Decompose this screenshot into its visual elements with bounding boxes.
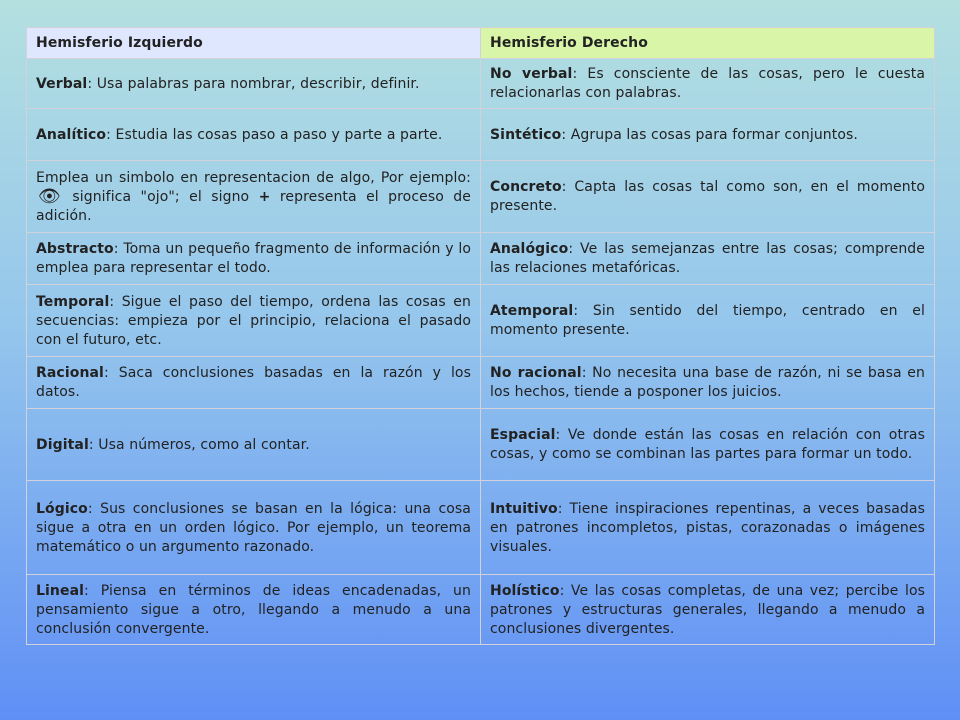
term-description: : Saca conclusiones basadas en la razón y los datos.	[36, 365, 471, 400]
term-label: Atemporal	[490, 303, 574, 319]
term-label: Intuitivo	[490, 500, 558, 517]
term-description: : Tiene inspiraciones repentinas, a veces basadas en patrones incompletos, pistas, corazonadas o imágenes visuales.	[490, 500, 925, 555]
term-description: : Sin sentido del tiempo, centrado en el momento presente.	[490, 303, 925, 338]
table-row	[27, 409, 935, 481]
term-label: Temporal	[36, 293, 110, 310]
term-description: : Ve las semejanzas entre las cosas; comprende las relaciones metafóricas.	[490, 241, 925, 276]
term-label: Analógico	[490, 241, 569, 257]
term-description: : Es consciente de las cosas, pero le cuesta relacionarlas con palabras.	[490, 66, 925, 101]
cell-left	[27, 575, 481, 645]
term-description: : Usa números, como al contar.	[88, 436, 310, 453]
term-label: Racional	[36, 365, 104, 381]
table-row	[27, 59, 935, 109]
cell-right	[481, 409, 935, 481]
cell-left	[27, 109, 481, 161]
eye-icon: 👁	[38, 185, 61, 207]
symbol-text-pre: Emplea un simbolo en representacion de algo, Por ejemplo:	[36, 169, 471, 186]
term-description: : Ve donde están las cosas en relación con otras cosas, y como se combinan las partes para formar un todo.	[490, 427, 925, 462]
term-label: Lineal	[36, 582, 85, 599]
cell-right	[481, 481, 935, 575]
table-row	[27, 161, 935, 233]
hemispheres-table	[26, 27, 935, 645]
term-label: Verbal	[36, 75, 88, 92]
symbol-text-mid: significa "ojo"; el signo	[62, 188, 259, 205]
term-description: : Agrupa las cosas para formar conjuntos.	[561, 126, 858, 143]
term-label: Espacial	[490, 427, 556, 443]
term-label: Sintético	[490, 126, 562, 143]
header-row	[27, 28, 935, 59]
header-right: Hemisferio Derecho	[481, 28, 935, 59]
cell-right	[481, 357, 935, 409]
term-description: : No necesita una base de razón, ni se basa en los hechos, tiende a posponer los juicios.	[490, 365, 925, 400]
cell-left	[27, 161, 481, 233]
term-description: : Capta las cosas tal como son, en el momento presente.	[490, 179, 925, 214]
term-label: Lógico	[36, 500, 88, 517]
cell-left	[27, 357, 481, 409]
table-row	[27, 109, 935, 161]
term-description: : Toma un pequeño fragmento de información y lo emplea para representar el todo.	[36, 241, 471, 276]
term-description: : Sus conclusiones se basan en la lógica: una cosa sigue a otra en un orden lógico. Por ejemplo, un teorema matemático o un argumento razonado.	[36, 500, 471, 555]
cell-right	[481, 59, 935, 109]
term-description: : Estudia las cosas paso a paso y parte a parte.	[106, 126, 443, 143]
term-description: : Ve las cosas completas, de una vez; percibe los patrones y estructuras generales, llegando a menudo a conclusiones divergentes.	[490, 582, 925, 637]
term-label: Abstracto	[36, 241, 114, 257]
term-description: : Piensa en términos de ideas encadenadas, un pensamiento sigue a otro, llegando a menudo a una conclusión convergente.	[36, 582, 471, 637]
term-label: Analítico	[36, 126, 107, 143]
symbol-text-post: representa el proceso de adición.	[36, 188, 471, 224]
term-description: : Sigue el paso del tiempo, ordena las cosas en secuencias: empieza por el principio, relaciona el pasado con el futuro, etc.	[36, 293, 471, 348]
term-label: No racional	[490, 365, 582, 381]
header-left: Hemisferio Izquierdo	[27, 28, 481, 59]
term-label: Concreto	[490, 179, 562, 195]
cell-left	[27, 233, 481, 285]
term-description: : Usa palabras para nombrar, describir, definir.	[87, 75, 420, 92]
table-row	[27, 285, 935, 357]
table-row	[27, 575, 935, 645]
term-label: No verbal	[490, 66, 573, 82]
cell-left	[27, 409, 481, 481]
plus-sign: +	[258, 188, 271, 205]
term-label: Holístico	[490, 582, 560, 599]
cell-left	[27, 285, 481, 357]
table-row	[27, 481, 935, 575]
cell-left	[27, 481, 481, 575]
cell-right	[481, 161, 935, 233]
term-label: Digital	[36, 436, 89, 453]
cell-right	[481, 233, 935, 285]
table-row	[27, 233, 935, 285]
table-row	[27, 357, 935, 409]
cell-right	[481, 575, 935, 645]
cell-right	[481, 109, 935, 161]
cell-right	[481, 285, 935, 357]
cell-left	[27, 59, 481, 109]
